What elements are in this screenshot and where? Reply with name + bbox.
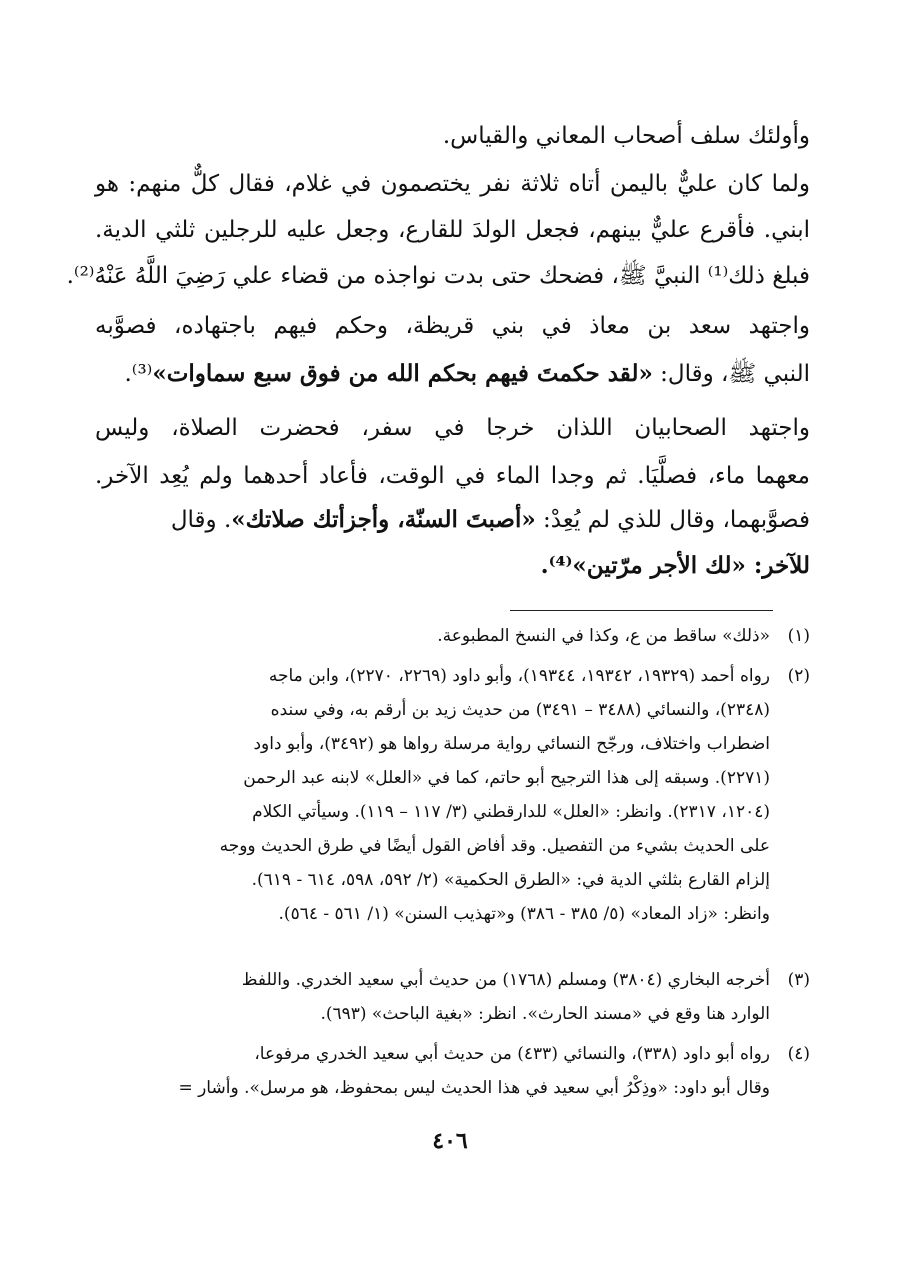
bold-quote: «لقد حكمتَ فيهم بحكم الله من فوق سبع سماوات» [152, 360, 653, 387]
footnote-line: رواه أبو داود (٣٣٨)، والنسائي (٤٣٣) من حديث أبي سعيد الخدري مرفوعا، [254, 1044, 770, 1064]
footnote-ref: ⁽³⁾. [124, 361, 153, 387]
footnote-line: الوارد هنا وقع في «مسند الحارث». انظر: «بغية الباحث» (٦٩٣). [320, 1004, 770, 1024]
footnote [95, 966, 810, 1036]
page-number: ٤٠٦ [432, 1128, 468, 1154]
text-line: للآخر: «لك الأجر مرّتين»⁽⁴⁾. [540, 552, 810, 579]
footnote-line: أخرجه البخاري (٣٨٠٤) ومسلم (١٧٦٨) من حديث أبي سعيد الخدري. واللفظ [241, 970, 770, 990]
text-line [95, 356, 810, 394]
text-line: وأولئك سلف أصحاب المعاني والقياس. [442, 123, 810, 149]
text-line: معهما ماء، فصلَّيَا. ثم وجدا الماء في الوقت، فأعاد أحدهما ولم يُعِد الآخر. [95, 463, 810, 489]
footnote-divider [510, 610, 773, 611]
footnote-line: رواه أحمد (١٩٣٢٩، ١٩٣٤٢، ١٩٣٤٤)، وأبو داود (٢٢٦٩، ٢٢٧٠)، وابن ماجه [268, 666, 770, 686]
footnote-line: اضطراب واختلاف، ورجّح النسائي رواية مرسلة رواها هو (٣٤٩٢)، وأبو داود [253, 734, 770, 754]
bold-quote: «أصبتَ السنّة، وأجزأتك صلاتك» [231, 506, 536, 533]
footnote [95, 622, 810, 652]
footnote-line: (٢٣٤٨)، والنسائي (٣٤٨٨ – ٣٤٩١) من حديث زيد بن أرقم به، وفي سنده [270, 700, 770, 720]
footnote-line: وانظر: «زاد المعاد» (٥/ ٣٨٥ - ٣٨٦) و«تهذيب السنن» (١/ ٥٦١ - ٥٦٤). [278, 904, 770, 924]
footnote-line: وقال أبو داود: «وذِكْرُ أبي سعيد في هذا الحديث ليس بمحفوظ، هو مرسل». وأشار = [178, 1078, 770, 1098]
footnote-number: (٢) [787, 666, 810, 686]
text-line [95, 502, 810, 540]
text-line: فبلغ ذلك⁽¹⁾ النبيَّ ﷺ، فضحك حتى بدت نواجذه من قضاء علي رَضِيَ اللَّهُ عَنْهُ⁽²⁾. [66, 263, 810, 289]
footnote-number: (٣) [787, 970, 810, 990]
text-run: فصوَّبهما، وقال للذي لم يُعِدْ: [535, 507, 810, 533]
text-line: واجتهد الصحابيان اللذان خرجا في سفر، فحضرت الصلاة، وليس [95, 415, 810, 441]
text-line: ولما كان عليٌّ باليمن أتاه ثلاثة نفر يختصمون في غلام، فقال كلٌّ منهم: هو [95, 171, 810, 197]
text-run: النبي ﷺ، وقال: [652, 361, 810, 387]
footnote-number: (١) [787, 626, 810, 646]
footnote-line: «ذلك» ساقط من ع، وكذا في النسخ المطبوعة. [437, 626, 770, 646]
footnote-line: إلزام القارع بثلثي الدية في: «الطرق الحكمية» (٢/ ٥٩٢، ٥٩٨، ٦١٤ - ٦١٩). [251, 870, 770, 890]
footnote-number: (٤) [787, 1044, 810, 1064]
footnote [95, 1040, 810, 1110]
footnote-line: (٢٢٧١). وسبقه إلى هذا الترجيح أبو حاتم، كما في «العلل» لابنه عبد الرحمن [243, 768, 770, 788]
footnote [95, 662, 810, 962]
text-run: . وقال [170, 507, 232, 533]
text-line: ابني. فأقرع عليٌّ بينهم، فجعل الولدَ للقارع، وجعل عليه للرجلين ثلثي الدية. [95, 217, 810, 243]
text-line: واجتهد سعد بن معاذ في بني قريظة، وحكم فيهم باجتهاده، فصوَّبه [95, 313, 810, 339]
footnote-line: (١٢٠٤، ٢٣١٧). وانظر: «العلل» للدارقطني (٣/ ١١٧ – ١١٩). وسيأتي الكلام [252, 802, 770, 822]
footnote-line: على الحديث بشيء من التفصيل. وقد أفاض القول أيضًا في طرق الحديث ووجه [219, 836, 770, 856]
